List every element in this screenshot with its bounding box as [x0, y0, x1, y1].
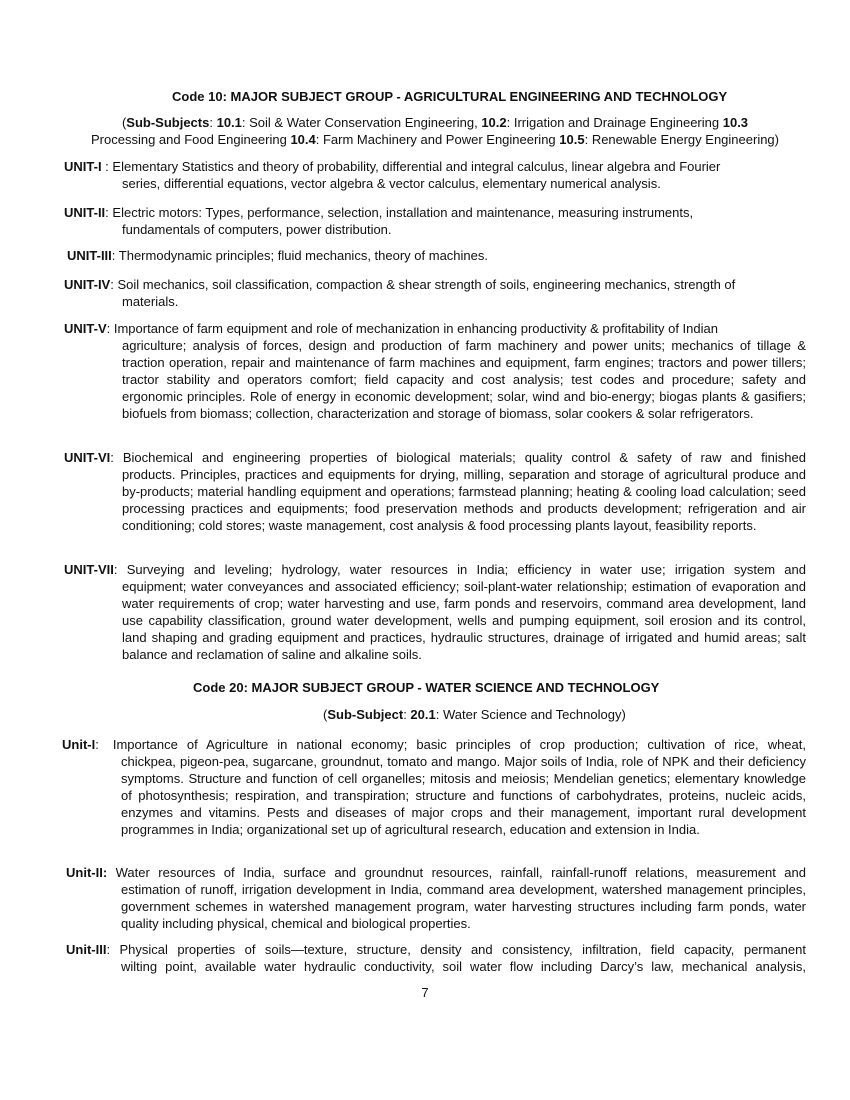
unit-text-rest: wilting point, available water hydraulic conductivity, soil water flow including Darcy’s law, mechanical analysis,: [121, 959, 806, 974]
unit-text-first: Importance of Agriculture in national economy; basic principles of crop production; cultivation of rice, wheat,: [112, 737, 806, 752]
unit-text-first: Surveying and leveling; hydrology, water resources in India; efficiency in water use; irrigation system and: [126, 562, 806, 577]
unit-text-first: Thermodynamic principles; fluid mechanics, theory of machines.: [118, 248, 488, 263]
unit-ii: [64, 204, 806, 238]
unit-label: UNIT-II: [64, 205, 106, 220]
subsubject-label: Sub-Subject: [327, 707, 404, 722]
section-1-subsubjects: (Sub-Subjects: 10.1: Soil & Water Conservation Engineering, 10.2: Irrigation and Drainage Engineering 10.3 Processing and Food Engineering 10.4: Farm Machinery and Power Engineering 10.5: Renewable Energy Engineering): [90, 115, 779, 147]
unit-sep: :: [95, 737, 99, 752]
unit-text-rest: fundamentals of computers, power distribution.: [122, 222, 392, 237]
section-1-heading: Code 10: MAJOR SUBJECT GROUP - AGRICULTURAL ENGINEERING AND TECHNOLOGY: [172, 89, 728, 104]
unit-sep: :: [111, 248, 119, 263]
unit-text-first: Importance of farm equipment and role of mechanization in enhancing productivity & profitability of Indian: [113, 321, 718, 336]
unit-sep: :: [110, 450, 123, 465]
unit-sep: :: [106, 321, 114, 336]
unit-text-first: Soil mechanics, soil classification, compaction & shear strength of soils, engineering mechanics, strength of: [117, 277, 736, 292]
page-number: 7: [421, 985, 429, 1000]
unit-text-first: Elementary Statistics and theory of probability, differential and integral calculus, linear algebra and Fourier: [112, 159, 721, 174]
unit-sep: [107, 865, 115, 880]
unit-iv: [64, 276, 806, 310]
unit-sep: :: [105, 205, 113, 220]
unit-text-rest: products. Principles, practices and equipments for drying, milling, separation and storage of agricultural produce and by-products; material handling equipment and operations; farmstead planning; heating & cooling load calculation; seed processing practices and equipments; food preservation methods and products development; refrigeration and air conditioning; cold stores; waste management, cost analysis & food processing plants layout, feasibility reports.: [122, 467, 806, 533]
section-2-subsubject: (Sub-Subject: 20.1: Water Science and Technology): [323, 707, 626, 722]
code-10-1: 10.1: [216, 115, 242, 130]
unit-text-rest: equipment; water conveyances and associated efficiency; soil-plant-water relationship; estimation of evaporation and water requirements of crop; water harvesting and use, farm ponds and reservoirs, command area development, land use capability classification, ground water development, wells and pumping equipment, soil erosion and its control, land shaping and grading equipment and practices, hydraulic structures, drainage of irrigated and humid areas; salt balance and reclamation of saline and alkaline soils.: [122, 579, 806, 662]
unit-text-rest: chickpea, pigeon-pea, sugarcane, groundnut, tomato and mango. Major soils of India, role of NPK and their deficiency symptoms. Structure and function of cell organelles; mitosis and meiosis; Mendelian genetics; elementary knowledge of photosynthesis; respiration, and transpiration; structure and functions of carbohydrates, proteins, nucleic acids, enzymes and vitamins. Pests and diseases of major crops and their management, important rural development programmes in India; organizational set up of agricultural research, education and extension in India.: [121, 754, 806, 837]
section-2-unit-i: [62, 736, 806, 838]
unit-vii: [64, 561, 806, 663]
unit-text-first: Electric motors: Types, performance, selection, installation and maintenance, measuring instruments,: [112, 205, 694, 220]
unit-vi: [64, 449, 806, 534]
code-10-2: 10.2: [481, 115, 507, 130]
unit-sep: :: [101, 159, 113, 174]
unit-text-rest: estimation of runoff, irrigation development in India, command area development, watershed management principles, government schemes in watershed management program, water harvesting structures including farm ponds, water quality including physical, chemical and biological properties.: [121, 882, 806, 931]
unit-v: [64, 320, 806, 422]
unit-sep: :: [110, 277, 118, 292]
unit-text-rest: agriculture; analysis of forces, design and production of farm machinery and power units; mechanics of tillage & traction operation, repair and maintenance of farm machines and equipment, farm engines; tractors and power tillers; tractor stability and operators comfort; field capacity and cost analysis; test codes and procedure; safety and ergonomic principles. Role of energy in economic development; solar, wind and bio-energy; biogas plants & gasifiers; biofuels from biomass; collection, characterization and storage of biomass, solar cookers & solar refrigerators.: [122, 338, 806, 421]
subsubject-10-2: : Irrigation and Drainage Engineering: [506, 115, 723, 130]
unit-label: UNIT-VII: [64, 562, 114, 577]
section-2-unit-iii: [66, 941, 806, 975]
unit-text-first: Physical properties of soils—texture, structure, density and consistency, infiltration, field capacity, permanent: [119, 942, 806, 957]
unit-i: [64, 158, 806, 192]
unit-text-rest: series, differential equations, vector algebra & vector calculus, elementary numerical analysis.: [122, 176, 661, 191]
unit-iii: [67, 247, 809, 264]
unit-sep: :: [106, 942, 120, 957]
unit-label: UNIT-VI: [64, 450, 111, 465]
unit-text-rest: materials.: [122, 294, 179, 309]
unit-text-first: Water resources of India, surface and groundnut resources, rainfall, rainfall-runoff relations, measurement and: [115, 865, 806, 880]
paren-open: (: [323, 707, 328, 722]
unit-label: Unit-II:: [66, 865, 108, 880]
section-2-heading: Code 20: MAJOR SUBJECT GROUP - WATER SCIENCE AND TECHNOLOGY: [193, 680, 660, 695]
code-20-1: 20.1: [410, 707, 436, 722]
subsubject-10-5: : Renewable Energy Engineering): [584, 132, 779, 147]
paren-open: (: [121, 115, 127, 130]
section-2-unit-ii: [66, 864, 806, 932]
code-10-3: 10.3: [722, 115, 749, 130]
subsubject-10-4: : Farm Machinery and Power Engineering: [315, 132, 560, 147]
unit-label: Unit-III: [66, 942, 107, 957]
subsubjects-label: Sub-Subjects: [126, 115, 210, 130]
unit-label: UNIT-IV: [64, 277, 111, 292]
subsubject-20-1: : Water Science and Technology): [435, 707, 626, 722]
subsubject-10-3: Processing and Food Engineering: [90, 132, 291, 147]
subsubject-10-1: : Soil & Water Conservation Engineering,: [241, 115, 482, 130]
unit-label: UNIT-V: [64, 321, 107, 336]
unit-label: Unit-I: [62, 737, 96, 752]
unit-label: UNIT-III: [67, 248, 112, 263]
unit-label: UNIT-I: [64, 159, 102, 174]
unit-text-first: Biochemical and engineering properties of biological materials; quality control & safety of raw and finished: [122, 450, 806, 465]
code-10-4: 10.4: [290, 132, 316, 147]
code-10-5: 10.5: [559, 132, 585, 147]
unit-sep: :: [113, 562, 127, 577]
